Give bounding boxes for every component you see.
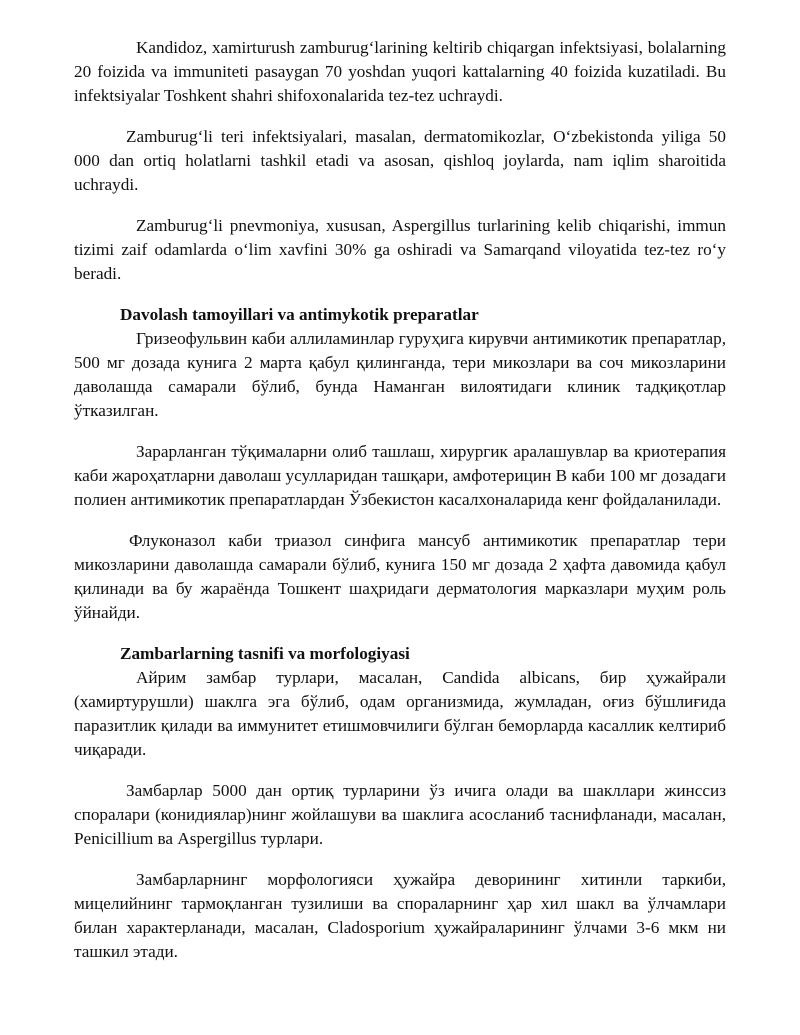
section-heading-morphology: Zambarlarning tasnifi va morfologiyasi xyxy=(120,644,410,663)
document-page xyxy=(74,36,726,981)
paragraph-pneumonia: Zamburugʻli pnevmoniya, xususan, Aspergillus turlarining kelib chiqarishi, immun tizimi zaif odamlarda oʻlim xavfini 30% ga oshiradi va Samarqand viloyatida tez-tez roʻy beradi. xyxy=(74,216,726,283)
paragraph-candidiasis: Kandidoz, xamirturush zamburugʻlarining keltirib chiqargan infektsiyasi, bolalarning 20 foizida va immuniteti pasaygan 70 yoshdan yuqori kattalarning 40 foizida kuzatiladi. Bu infektsiyalar Toshkent shahri shifoxonalarida tez-tez uchraydi. xyxy=(74,38,726,105)
paragraph-fluconazole: Флуконазол каби триазол синфига мансуб антимикотик препаратлар тери микозларини даволашда самарали бўлиб, кунига 150 мг дозада 2 ҳафта давомида қабул қилинади ва бу жараёнда Тошкент шаҳридаги дерматология марказлари муҳим роль ўйнайди. xyxy=(74,531,726,622)
paragraph-dermatomycosis: Zamburugʻli teri infektsiyalari, masalan, dermatomikozlar, Oʻzbekistonda yiliga 50 000 dan ortiq holatlarni tashkil etadi va asosan, qishloq joylarda, nam iqlim sharoitida uchraydi. xyxy=(74,127,726,194)
paragraph-morphology: Замбарларнинг морфологияси ҳужайра деворининг хитинли таркиби, мицелийнинг тармоқланган тузилиши ва спораларнинг ҳар хил шакл ва ўлчамлари билан характерланади, масалан, Cladosporium ҳужайраларининг ўлчами 3-6 мкм ни ташкил этади. xyxy=(74,870,726,961)
paragraph-amphotericin: Зарарланган тўқималарни олиб ташлаш, хирургик аралашувлар ва криотерапия каби жароҳатларни даволаш усулларидан ташқари, амфотерицин В каби 100 мг дозадаги полиен антимикотик препаратлардан Ўзбекистон касалхоналарида кенг фойдаланилади. xyxy=(74,442,726,509)
paragraph-classification: Замбарлар 5000 дан ортиқ турларини ўз ичига олади ва шакллари жинссиз споралари (конидиялар)нинг жойлашуви ва шаклига асосланиб таснифланади, масалан, Penicillium ва Aspergillus турлари. xyxy=(74,781,726,848)
paragraph-griseofulvin: Гризеофульвин каби аллиламинлар гуруҳига кирувчи антимикотик препаратлар, 500 мг дозада кунига 2 марта қабул қилинганда, тери микозлари ва соч микозларини даволашда самарали бўлиб, бунда Наманган вилоятидаги клиник тадқиқотлар ўтказилган. xyxy=(74,329,726,420)
section-heading-treatment: Davolash tamoyillari va antimykotik preparatlar xyxy=(120,305,479,324)
paragraph-candida-albicans: Айрим замбар турлари, масалан, Candida albicans, бир ҳужайрали (хамиртурушли) шаклга эга бўлиб, одам организмида, жумладан, оғиз бўшлиғида паразитлик қилади ва иммунитет етишмовчилиги бўлган беморларда касаллик келтириб чиқаради. xyxy=(74,668,726,759)
